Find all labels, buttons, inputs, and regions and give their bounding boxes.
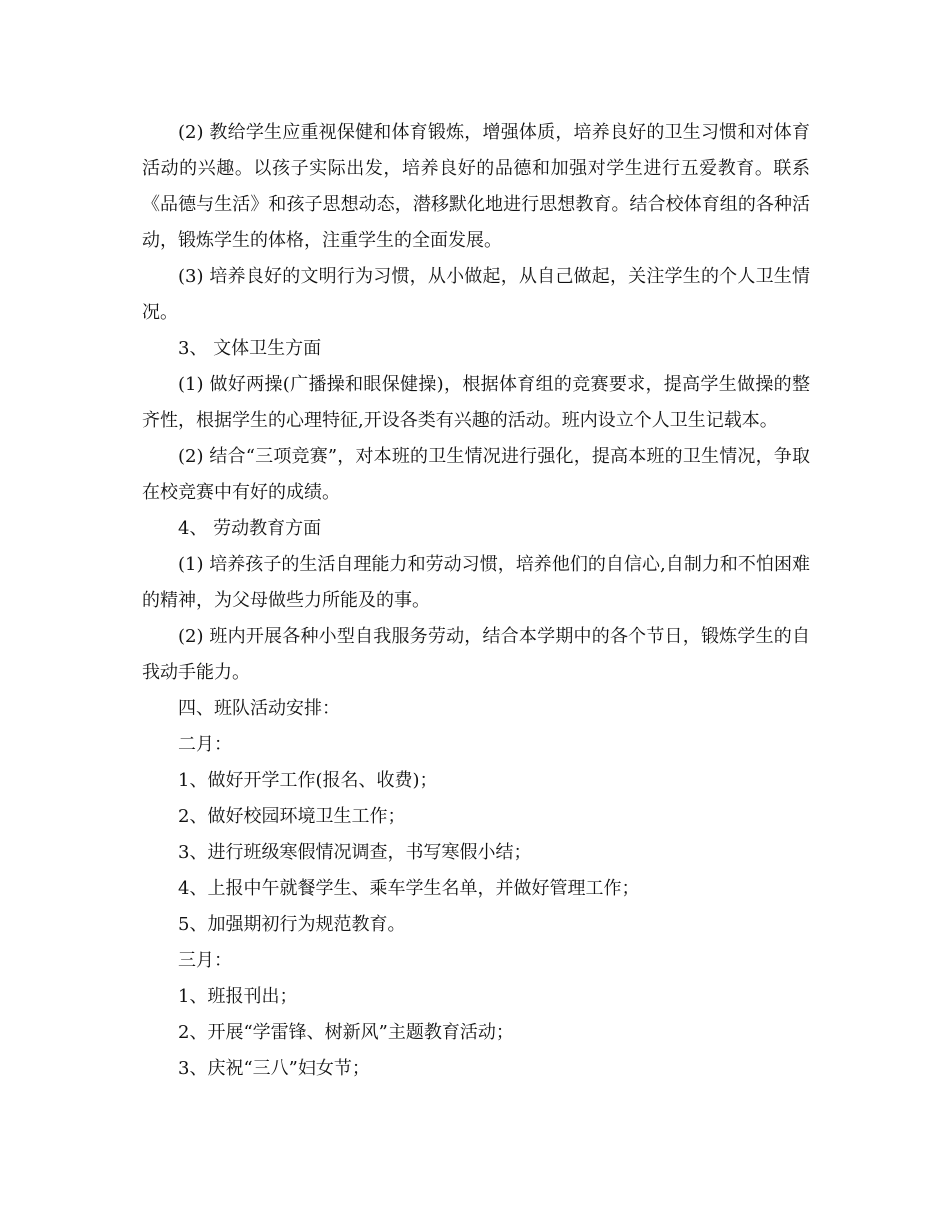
list-item: 3、庆祝“三八”妇女节； — [178, 1058, 370, 1079]
month-heading-february: 二月： — [178, 734, 232, 755]
paragraph-self-service-labor: (2) 班内开展各种小型自我服务劳动，结合本学期中的各个节日，锻炼学生的自我动手能力。 — [142, 626, 810, 683]
list-item: 3、进行班级寒假情况调查，书写寒假小结； — [178, 842, 532, 863]
paragraph-three-competitions: (2) 结合“三项竞赛”，对本班的卫生情况进行强化，提高本班的卫生情况，争取在校竞赛中有好的成绩。 — [142, 446, 810, 503]
list-item: 2、开展“学雷锋、树新风”主题教育活动； — [178, 1022, 514, 1043]
document-body — [142, 115, 810, 1087]
list-item: 1、做好开学工作(报名、收费)； — [178, 770, 438, 791]
list-item: 2、做好校园环境卫生工作； — [178, 806, 406, 827]
section-heading-labor-education: 4、 劳动教育方面 — [178, 518, 322, 539]
paragraph-civil-behavior: (3) 培养良好的文明行为习惯，从小做起，从自己做起，关注学生的个人卫生情况。 — [142, 266, 810, 323]
section-heading-class-activities: 四、班队活动安排： — [178, 698, 340, 719]
paragraph-health-education: (2) 教给学生应重视保健和体育锻炼，增强体质，培养良好的卫生习惯和对体育活动的兴趣。以孩子实际出发，培养良好的品德和加强对学生进行五爱教育。联系《品德与生活》和孩子思想动态，潜移默化地进行思想教育。结合校体育组的各种活动，锻炼学生的体格，注重学生的全面发展。 — [142, 122, 810, 251]
section-heading-sports-hygiene: 3、 文体卫生方面 — [178, 338, 322, 359]
paragraph-two-exercises: (1) 做好两操(广播操和眼保健操)，根据体育组的竞赛要求，提高学生做操的整齐性，根据学生的心理特征,开设各类有兴趣的活动。班内设立个人卫生记载本。 — [142, 374, 810, 431]
list-item: 5、加强期初行为规范教育。 — [178, 914, 406, 935]
list-item: 1、班报刊出； — [178, 986, 298, 1007]
list-item: 4、上报中午就餐学生、乘车学生名单，并做好管理工作； — [178, 878, 640, 899]
paragraph-self-care: (1) 培养孩子的生活自理能力和劳动习惯，培养他们的自信心,自制力和不怕困难的精神，为父母做些力所能及的事。 — [142, 554, 810, 611]
month-heading-march: 三月： — [178, 950, 232, 971]
